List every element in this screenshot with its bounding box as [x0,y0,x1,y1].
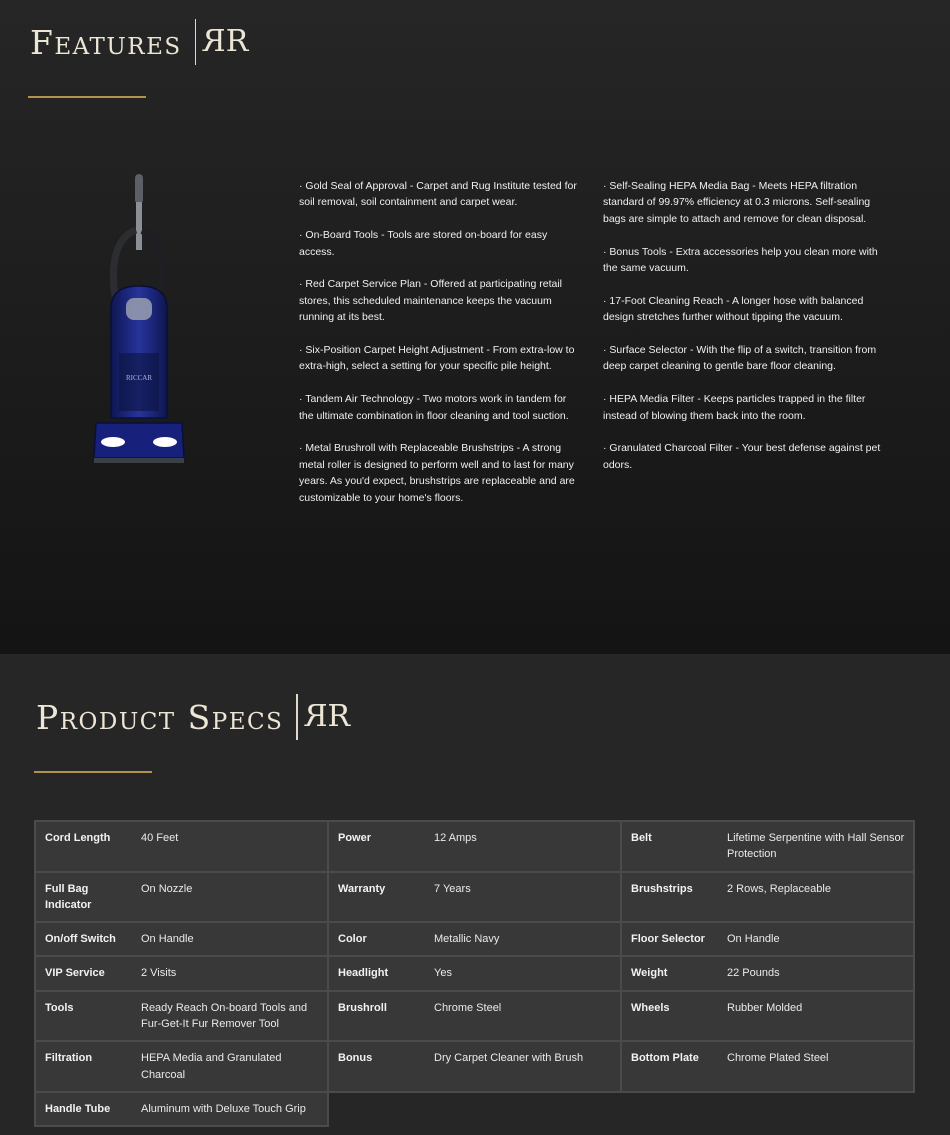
spec-value: On Nozzle [132,872,328,923]
spec-value: 7 Years [425,872,621,923]
spec-label: Headlight [328,956,425,990]
heading-divider [296,694,298,740]
empty-cell [328,1092,914,1126]
table-row [35,956,914,990]
spec-value: Lifetime Serpentine with Hall Sensor Protection [718,821,914,872]
feature-item: · Surface Selector - With the flip of a switch, transition from deep carpet cleaning to gentle bare floor cleaning. [603,344,877,373]
spec-value: Chrome Plated Steel [718,1041,914,1092]
spec-label: Power [328,821,425,872]
table-row [35,872,914,923]
features-title: Features [30,22,182,62]
spec-value: HEPA Media and Granulated Charcoal [132,1041,328,1092]
spec-value: 22 Pounds [718,956,914,990]
feature-item: · On-Board Tools - Tools are stored on-board for easy access. [299,229,548,258]
spec-label: Color [328,922,425,956]
table-row [35,1092,914,1126]
features-heading [30,19,243,65]
feature-item: · Self-Sealing HEPA Media Bag - Meets HEPA filtration standard of 99.97% efficiency at 0.3 microns. Self-sealing bags are simple to attach and remove for clean disposal. [603,180,871,225]
spec-value: Dry Carpet Cleaner with Brush [425,1041,621,1092]
table-row [35,922,914,956]
brand-logo: R R [208,24,244,59]
spec-value: Metallic Navy [425,922,621,956]
spec-label: Brushstrips [621,872,718,923]
heading-divider [195,19,197,65]
specs-gold-rule [34,771,152,773]
spec-label: Weight [621,956,718,990]
spec-label: Wheels [621,991,718,1042]
spec-label: Handle Tube [35,1092,132,1126]
feature-item: · Tandem Air Technology - Two motors work in tandem for the ultimate combination in floor cleaning and tool suction. [299,393,569,422]
spec-label: Bottom Plate [621,1041,718,1092]
features-list-right [603,178,885,490]
feature-item: · Red Carpet Service Plan - Offered at participating retail stores, this scheduled maintenance keeps the vacuum running at its best. [299,278,563,324]
svg-text:RICCAR: RICCAR [125,374,153,382]
specs-section [0,654,950,1135]
features-list-left [299,178,581,522]
feature-item: · Metal Brushroll with Replaceable Brushstrips - A strong metal roller is designed to perform well and to last for many years. As you'd expect, brushstrips are replaceable and are customizable to your home's floors. [299,442,575,504]
features-gold-rule [28,96,146,98]
table-row [35,1041,914,1092]
spec-label: On/off Switch [35,922,132,956]
spec-value: 40 Feet [132,821,328,872]
table-row [35,821,914,872]
table-row [35,991,914,1042]
spec-label: Belt [621,821,718,872]
feature-item: · Bonus Tools - Extra accessories help you clean more with the same vacuum. [603,245,878,275]
feature-item: · Six-Position Carpet Height Adjustment - From extra-low to extra-high, select a setting for your specific pile height. [299,344,575,373]
spec-value: Rubber Molded [718,991,914,1042]
spec-value: Chrome Steel [425,991,621,1042]
spec-value: On Handle [718,922,914,956]
spec-value: Aluminum with Deluxe Touch Grip [132,1092,328,1126]
spec-label: Bonus [328,1041,425,1092]
specs-heading [36,694,345,740]
spec-label: Tools [35,991,132,1042]
feature-item: · HEPA Media Filter - Keeps particles trapped in the filter instead of blowing them back into the room. [603,393,866,422]
specs-title: Product Specs [36,697,284,737]
spec-label: VIP Service [35,956,132,990]
spec-label: Full Bag Indicator [35,872,132,923]
spec-label: Brushroll [328,991,425,1042]
spec-value: 12 Amps [425,821,621,872]
spec-value: 2 Rows, Replaceable [718,872,914,923]
vacuum-product-image [86,168,196,468]
feature-item: · Granulated Charcoal Filter - Your best defense against pet odors. [603,442,881,471]
spec-value: On Handle [132,922,328,956]
feature-item: · Gold Seal of Approval - Carpet and Rug Institute tested for soil removal, soil containment and carpet wear. [299,180,577,209]
spec-label: Cord Length [35,821,132,872]
spec-label: Warranty [328,872,425,923]
brand-logo: R R [309,699,346,734]
spec-value: Yes [425,956,621,990]
spec-value: Ready Reach On-board Tools and Fur-Get-It Fur Remover Tool [132,991,328,1042]
feature-item: · 17-Foot Cleaning Reach - A longer hose with balanced design stretches further without tipping the vacuum. [603,294,864,324]
spec-label: Filtration [35,1041,132,1092]
specs-table [34,820,915,1127]
spec-value: 2 Visits [132,956,328,990]
spec-label: Floor Selector [621,922,718,956]
